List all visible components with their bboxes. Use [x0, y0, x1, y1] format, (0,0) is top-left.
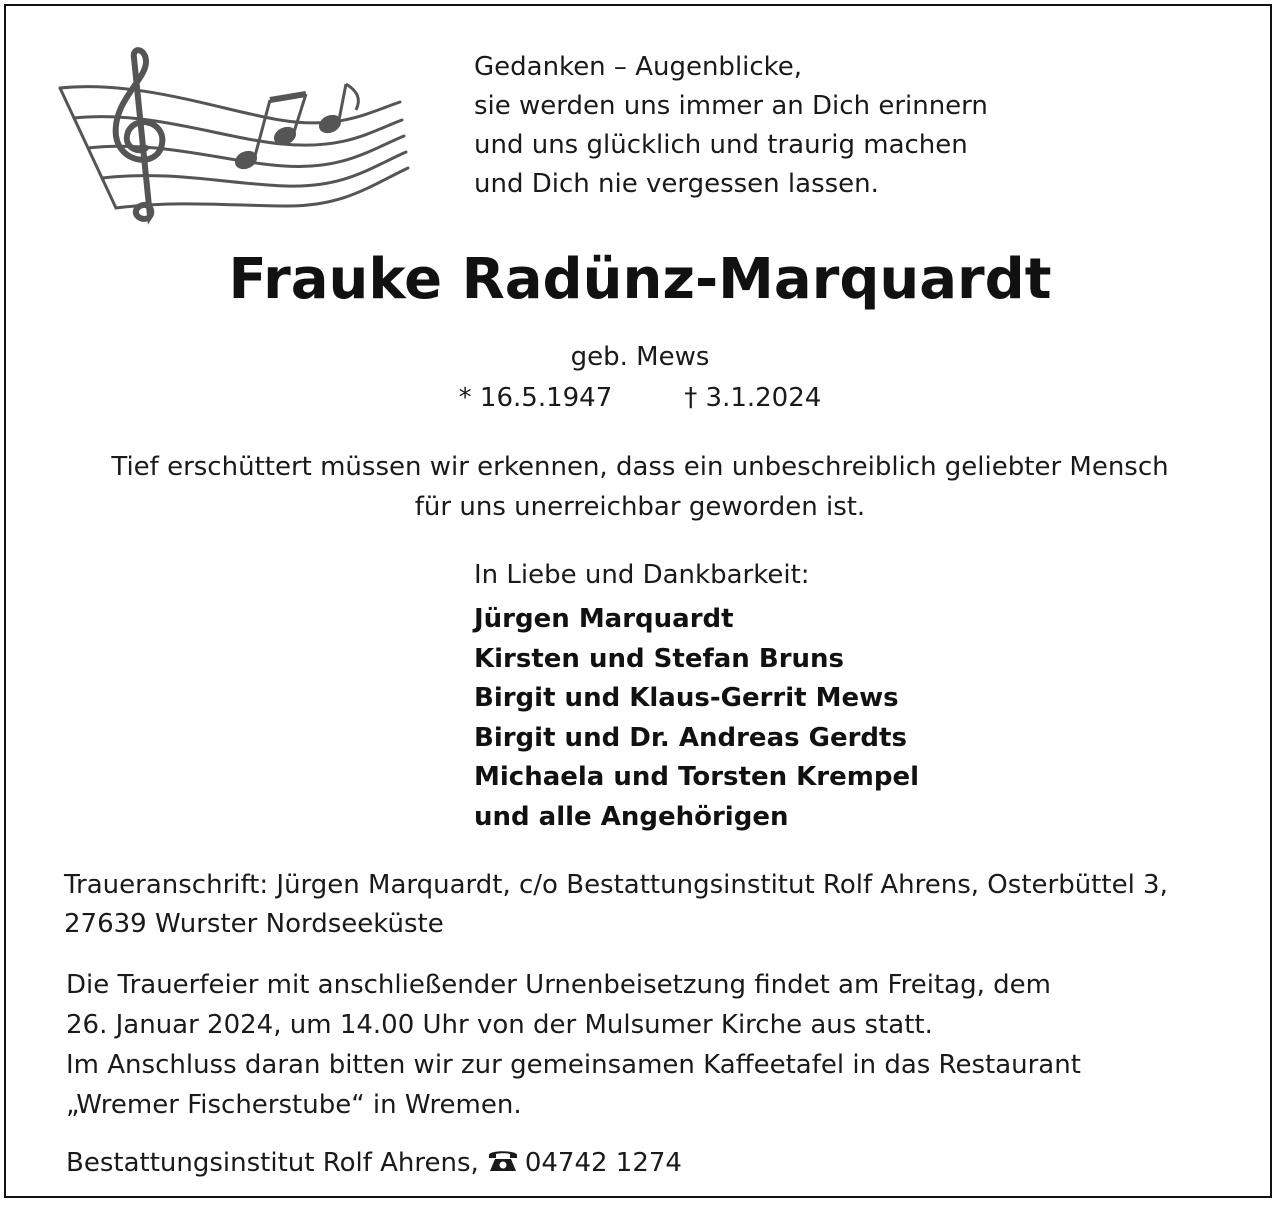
deceased-name: Frauke Radünz-Marquardt — [228, 247, 1052, 312]
mourners-intro: In Liebe und Dankbarkeit: — [474, 560, 810, 590]
address-line: 27639 Wurster Nordseeküste — [64, 909, 444, 939]
undertaker-name: Bestattungsinstitut Rolf Ahrens, — [66, 1148, 479, 1178]
poem-line: sie werden uns immer an Dich erinnern — [474, 91, 988, 121]
mourner-name: Jürgen Marquardt — [474, 604, 734, 634]
poem-line: Gedanken – Augenblicke, — [474, 52, 803, 82]
life-dates — [0, 379, 1280, 417]
message-line: für uns unerreichbar geworden ist. — [414, 492, 866, 522]
mourner-name: und alle Angehörigen — [474, 801, 789, 832]
ceremony-line: 26. Januar 2024, um 14.00 Uhr von der Mulsumer Kirche aus statt. — [66, 1010, 933, 1040]
mourning-address — [64, 866, 1168, 944]
address-line: Traueranschrift: Jürgen Marquardt, c/o Bestattungsinstitut Rolf Ahrens, Osterbüttel 3, — [64, 870, 1168, 900]
mourner-name: Michaela und Torsten Krempel — [474, 762, 919, 792]
poem-line: und uns glücklich und traurig machen — [474, 130, 968, 160]
ceremony-info — [66, 965, 1081, 1125]
telephone-icon — [487, 1147, 519, 1173]
mourner-name: Kirsten und Stefan Bruns — [474, 643, 845, 674]
music-staff-icon — [50, 40, 410, 230]
birth-date: * 16.5.1947 — [458, 383, 613, 413]
ceremony-line: „Wremer Fischerstube“ in Wremen. — [66, 1090, 522, 1120]
mourner-name: Birgit und Klaus-Gerrit Mews — [474, 683, 899, 713]
phone-number: 04742 1274 — [524, 1148, 682, 1178]
message-line: Tief erschüttert müssen wir erkennen, dass ein unbeschreiblich geliebter Mensch — [111, 452, 1169, 482]
ceremony-line: Die Trauerfeier mit anschließender Urnenbeisetzung findet am Freitag, dem — [66, 970, 1051, 1000]
poem — [474, 48, 988, 204]
mourner-name: Birgit und Dr. Andreas Gerdts — [474, 722, 907, 753]
death-date: † 3.1.2024 — [684, 383, 822, 413]
condolence-message — [0, 447, 1280, 527]
mourners-list — [474, 600, 919, 837]
maiden-name: geb. Mews — [570, 342, 710, 372]
undertaker-contact — [66, 1144, 682, 1182]
poem-line: und Dich nie vergessen lassen. — [474, 169, 879, 199]
ceremony-line: Im Anschluss daran bitten wir zur gemeinsamen Kaffeetafel in das Restaurant — [66, 1050, 1081, 1080]
